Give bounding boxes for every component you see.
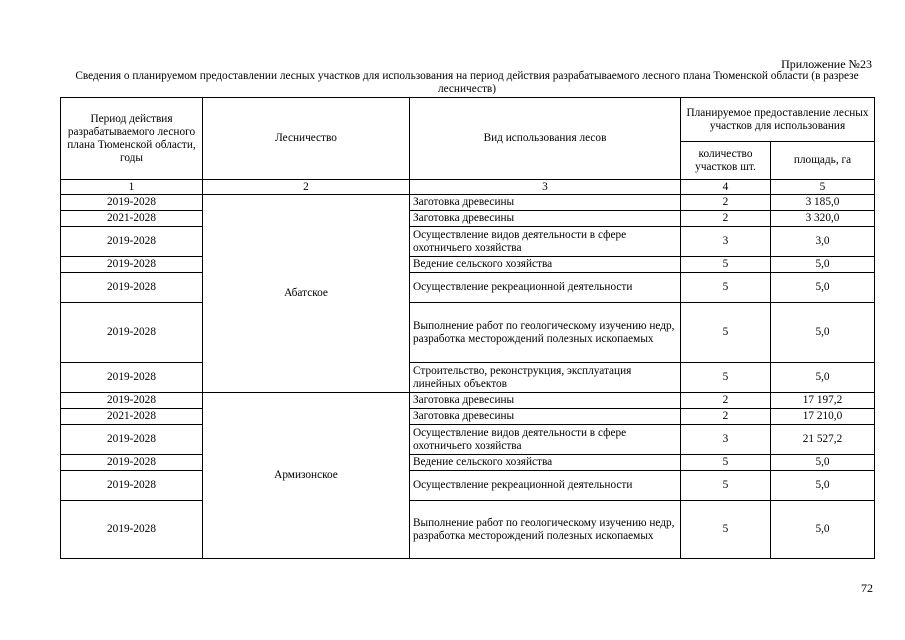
table-row xyxy=(61,195,875,211)
area-cell: 5,0 xyxy=(771,303,875,363)
column-number: 2 xyxy=(203,180,410,195)
usage-cell: Заготовка древесины xyxy=(410,211,681,227)
usage-cell: Осуществление рекреационной деятельности xyxy=(410,273,681,303)
usage-cell: Осуществление видов деятельности в сфере охотничьего хозяйства xyxy=(410,227,681,257)
usage-cell: Выполнение работ по геологическому изучению недр, разработка месторождений полезных ископаемых xyxy=(410,501,681,559)
document-title: Сведения о планируемом предоставлении лесных участков для использования на период действия разрабатываемого лесного плана Тюменской области (в разрезе лесничеств) xyxy=(75,70,859,95)
table-row xyxy=(61,227,875,257)
period-cell: 2019-2028 xyxy=(61,501,203,559)
table-row xyxy=(61,425,875,455)
table-row xyxy=(61,211,875,227)
area-cell: 3 320,0 xyxy=(771,211,875,227)
period-cell: 2019-2028 xyxy=(61,303,203,363)
header-period: Период действия разрабатываемого лесного плана Тюменской области, годы xyxy=(61,98,203,180)
period-cell: 2019-2028 xyxy=(61,455,203,471)
table-row xyxy=(61,393,875,409)
column-number: 1 xyxy=(61,180,203,195)
usage-cell: Заготовка древесины xyxy=(410,195,681,211)
table-row xyxy=(61,273,875,303)
table-row xyxy=(61,501,875,559)
table-row xyxy=(61,471,875,501)
count-cell: 5 xyxy=(681,273,771,303)
period-cell: 2021-2028 xyxy=(61,211,203,227)
usage-cell: Строительство, реконструкция, эксплуатация линейных объектов xyxy=(410,363,681,393)
area-cell: 5,0 xyxy=(771,471,875,501)
area-cell: 5,0 xyxy=(771,273,875,303)
usage-cell: Осуществление рекреационной деятельности xyxy=(410,471,681,501)
count-cell: 2 xyxy=(681,409,771,425)
forest-plots-table xyxy=(60,97,875,559)
header-forestry: Лесничество xyxy=(203,98,410,180)
area-cell: 5,0 xyxy=(771,455,875,471)
usage-cell: Ведение сельского хозяйства xyxy=(410,455,681,471)
usage-cell: Ведение сельского хозяйства xyxy=(410,257,681,273)
table-row xyxy=(61,363,875,393)
area-cell: 5,0 xyxy=(771,363,875,393)
count-cell: 5 xyxy=(681,257,771,273)
appendix-label: Приложение №23 xyxy=(781,57,872,71)
table-row xyxy=(61,455,875,471)
period-cell: 2019-2028 xyxy=(61,425,203,455)
table-row xyxy=(61,303,875,363)
count-cell: 5 xyxy=(681,363,771,393)
forestry-cell: Армизонское xyxy=(203,393,410,559)
count-cell: 5 xyxy=(681,455,771,471)
usage-cell: Заготовка древесины xyxy=(410,393,681,409)
area-cell: 3,0 xyxy=(771,227,875,257)
area-cell: 17 197,2 xyxy=(771,393,875,409)
table-row xyxy=(61,257,875,273)
count-cell: 2 xyxy=(681,393,771,409)
forestry-cell: Абатское xyxy=(203,195,410,393)
usage-cell: Осуществление видов деятельности в сфере охотничьего хозяйства xyxy=(410,425,681,455)
area-cell: 5,0 xyxy=(771,501,875,559)
count-cell: 3 xyxy=(681,227,771,257)
header-area: площадь, га xyxy=(771,142,875,180)
table-row xyxy=(61,409,875,425)
column-number: 3 xyxy=(410,180,681,195)
usage-cell: Заготовка древесины xyxy=(410,409,681,425)
header-planned: Планируемое предоставление лесных участков для использования xyxy=(681,98,875,142)
period-cell: 2019-2028 xyxy=(61,363,203,393)
period-cell: 2019-2028 xyxy=(61,227,203,257)
count-cell: 3 xyxy=(681,425,771,455)
period-cell: 2021-2028 xyxy=(61,409,203,425)
period-cell: 2019-2028 xyxy=(61,393,203,409)
period-cell: 2019-2028 xyxy=(61,471,203,501)
column-number: 4 xyxy=(681,180,771,195)
page-number: 72 xyxy=(861,581,873,595)
column-number: 5 xyxy=(771,180,875,195)
area-cell: 17 210,0 xyxy=(771,409,875,425)
usage-cell: Выполнение работ по геологическому изучению недр, разработка месторождений полезных ископаемых xyxy=(410,303,681,363)
count-cell: 5 xyxy=(681,471,771,501)
header-count: количество участков шт. xyxy=(681,142,771,180)
period-cell: 2019-2028 xyxy=(61,273,203,303)
count-cell: 5 xyxy=(681,303,771,363)
count-cell: 5 xyxy=(681,501,771,559)
period-cell: 2019-2028 xyxy=(61,257,203,273)
area-cell: 21 527,2 xyxy=(771,425,875,455)
area-cell: 3 185,0 xyxy=(771,195,875,211)
count-cell: 2 xyxy=(681,195,771,211)
header-usage: Вид использования лесов xyxy=(410,98,681,180)
count-cell: 2 xyxy=(681,211,771,227)
area-cell: 5,0 xyxy=(771,257,875,273)
period-cell: 2019-2028 xyxy=(61,195,203,211)
